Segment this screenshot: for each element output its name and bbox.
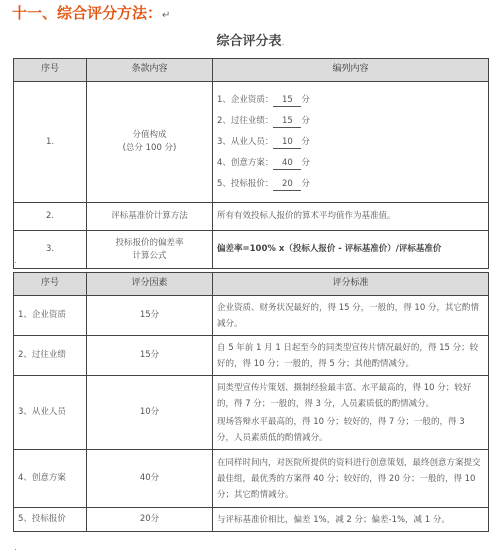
scoring-criteria-table bbox=[13, 272, 489, 532]
factor-name: 2、过往业绩 bbox=[14, 336, 87, 376]
factor-score: 40分 bbox=[87, 450, 213, 508]
paragraph-mark: . bbox=[14, 256, 17, 266]
row-detail: 所有有效投标人报价的算术平均值作为基准值。 bbox=[213, 203, 489, 231]
deviation-formula: 偏差率=100% x（投标人报价 - 评标基准价）/评标基准价 bbox=[213, 231, 489, 269]
table-title: 综合评分表. bbox=[216, 34, 285, 49]
table-row bbox=[14, 203, 489, 231]
header-cell: 序号 bbox=[14, 273, 87, 296]
section-heading: 十一、综合评分方法：↵ bbox=[12, 4, 171, 22]
header-cell: 评分因素 bbox=[87, 273, 213, 296]
factor-criteria: 企业资质、财务状况最好的，得 15 分，一般的，得 10 分，其它酌情减分。 bbox=[213, 296, 489, 336]
table-header-row bbox=[14, 273, 489, 296]
factor-criteria: 与评标基准价相比，偏差 1%，减 2 分；偏差-1%，减 1 分。 bbox=[213, 508, 489, 532]
row-content: 评标基准价计算方法 bbox=[87, 203, 213, 231]
factor-criteria: 在同样时间内，对医院所提供的资料进行创意策划，最终创意方案提交最佳组，最优秀的方案得 40 分；较好的，得 20 分；一般的，得 10 分；其它酌情减分。 bbox=[213, 450, 489, 508]
table-row bbox=[14, 296, 489, 336]
factor-criteria: 同类型宣传片策划、摄制经验最丰富、水平最高的，得 10 分；较好的，得 7 分；一般的，得 3 分，人员素质低的酌情减分。 现场答辩水平最高的，得 10 分；较好的，得 7 分；一般的，得 3 分，人员素质低的酌情减分。 bbox=[213, 376, 489, 450]
table-row bbox=[14, 508, 489, 532]
factor-score: 15分 bbox=[87, 296, 213, 336]
factor-score: 10分 bbox=[87, 376, 213, 450]
list-item: 4、创意方案： 40 分 bbox=[217, 157, 310, 168]
table-row bbox=[14, 450, 489, 508]
scoring-summary-table bbox=[13, 58, 489, 269]
list-item: 3、从业人员： 10 分 bbox=[217, 136, 310, 147]
header-cell: 条款内容 bbox=[87, 59, 213, 82]
table-row bbox=[14, 376, 489, 450]
score-composition-list bbox=[213, 82, 489, 203]
factor-score: 20分 bbox=[87, 508, 213, 532]
header-cell: 评分标准 bbox=[213, 273, 489, 296]
row-content: 投标报价的偏差率 计算公式 bbox=[87, 231, 213, 269]
row-number: 2. bbox=[14, 203, 87, 231]
list-item: 2、过往业绩： 15 分 bbox=[217, 115, 310, 126]
factor-name: 4、创意方案 bbox=[14, 450, 87, 508]
factor-name: 5、投标报价 bbox=[14, 508, 87, 532]
table-header-row bbox=[14, 59, 489, 82]
row-number: 3. bbox=[14, 231, 87, 269]
paragraph-mark: . bbox=[14, 543, 17, 553]
table-row bbox=[14, 336, 489, 376]
factor-name: 3、从业人员 bbox=[14, 376, 87, 450]
header-cell: 编列内容 bbox=[213, 59, 489, 82]
row-content: 分值构成 (总分 100 分) bbox=[87, 82, 213, 203]
table-row bbox=[14, 231, 489, 269]
table-row bbox=[14, 82, 489, 203]
factor-criteria: 自 5 年前 1 月 1 日起至今的同类型宣传片情况最好的，得 15 分；较好的，得 10 分；一般的，得 5 分；其他酌情减分。 bbox=[213, 336, 489, 376]
list-item: 5、投标报价： 20 分 bbox=[217, 178, 310, 189]
factor-name: 1、企业资质 bbox=[14, 296, 87, 336]
header-cell: 序号 bbox=[14, 59, 87, 82]
row-number: 1. bbox=[14, 82, 87, 203]
factor-score: 15分 bbox=[87, 336, 213, 376]
list-item: 1、企业资质： 15 分 bbox=[217, 94, 310, 105]
